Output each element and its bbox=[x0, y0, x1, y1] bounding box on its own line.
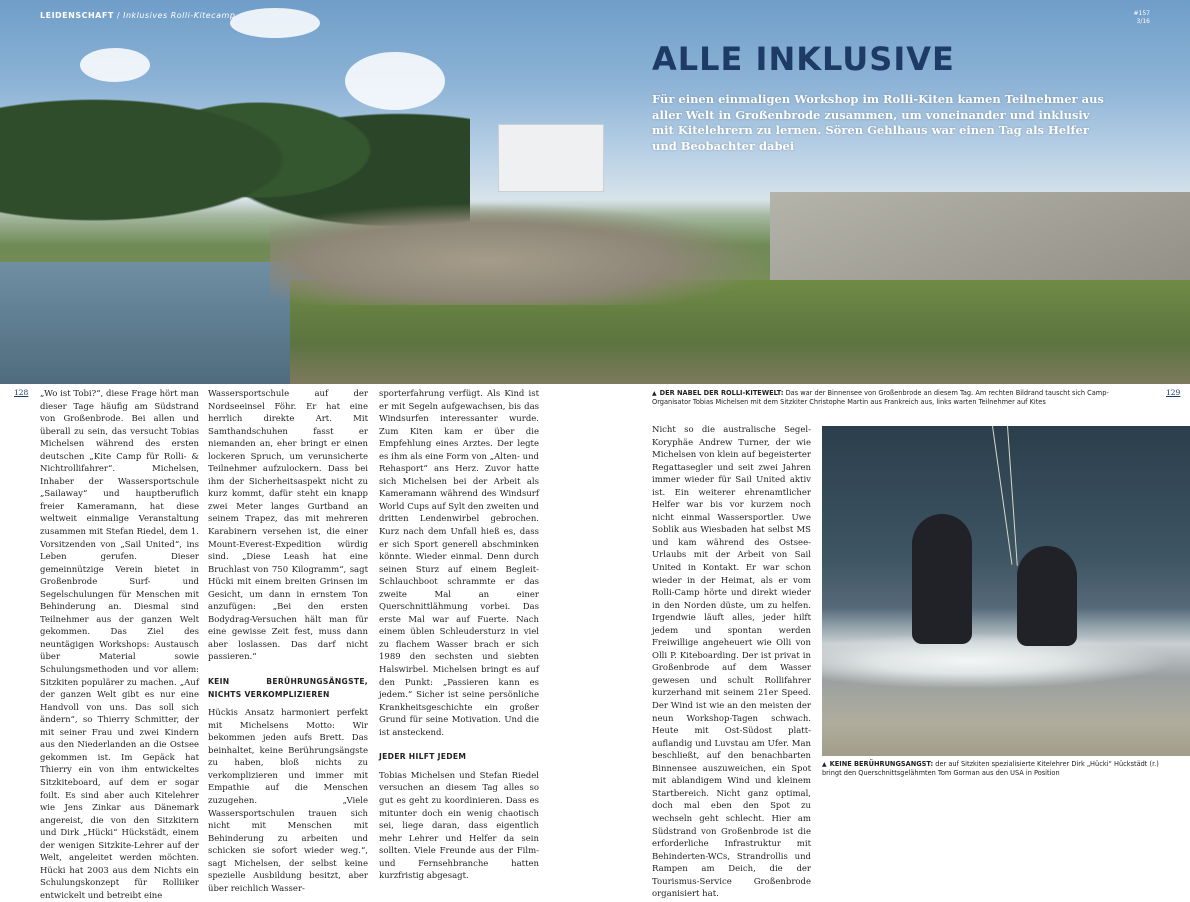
article-deck: Für einen einmaligen Workshop im Rolli-Kiten kamen Teilnehmer aus aller Welt in Großenbrode zusammen, um voneinander und inklusiv mit Kitelehrern zu lernen. Sören Gehlhaus war einen Tag als Helfer und Beobachter dabei bbox=[652, 92, 1104, 153]
issue-number: #157 bbox=[1133, 10, 1150, 17]
column-2-paragraph-1: Wassersportschule auf der Nordseeinsel Föhr. Er hat eine herrlich direkte Art. Mit Samthandschuhen fasst er niemanden an, eher bringt er einen lockeren Spruch, um verunsicherte Teilnehmer aufzulockern. Dass bei ihm der Sicherheitsaspekt nicht zu kurz kommt, dafür steht ein knapp zwei Meter langes Gurtband an seinem Trapez, das mit mehreren Karabinern versehen ist, die einer Mount-Everest-Expedition würdig sind. „Diese Leash hat eine Bruchlast von 750 Kilogramm“, sagt Hücki mit einem breiten Grinsen im Gesicht, um dann in ernstem Ton anzufügen: „Bei den ersten Bodydrag-Versuchen hält man für eine gewisse Zeit fest, muss dann aber loslassen. Das darf nicht passieren.“ bbox=[208, 389, 368, 663]
rocks-shape bbox=[270, 195, 810, 305]
wave-foam-shape bbox=[822, 631, 1190, 691]
issue-date: 3/16 bbox=[1136, 18, 1150, 25]
hero-caption-label: DER NABEL DER ROLLI-KITEWELT: bbox=[659, 389, 784, 397]
column-2 bbox=[208, 388, 368, 895]
kite-lesson-photo bbox=[822, 426, 1190, 756]
column-3-paragraph-2: Tobias Michelsen und Stefan Riedel versuchen an diesem Tag alles so gut es geht zu koordinieren. Dass es mitunter doch ein wenig chaotisch sei, liege daran, dass eigentlich mehr Lehrer und Helfer da sein sollten. Viele Freunde aus der Film- und Fernsehbranche hatten kurzfristig abgesagt. bbox=[379, 770, 539, 882]
section-kicker bbox=[40, 11, 235, 20]
building-shape bbox=[498, 124, 604, 192]
hero-photo bbox=[0, 0, 1190, 384]
issue-info bbox=[1134, 10, 1150, 26]
triangle-up-icon: ▲ bbox=[822, 761, 827, 768]
page-number-left: 128 bbox=[14, 388, 29, 397]
column-4-paragraph: Nicht so die australische Segel-Koryphäe Andrew Turner, der wie Michelsen von klein auf begeisterter Regattasegler und seit zwei Jahren immer wieder für Sail United aktiv ist. Ein weiterer ehrenamtlicher Helfer war bis vor kurzem noch nicht einmal Wassersportler. Uwe Soblik aus Wiesbaden hat selbst MS und kam während des Ostsee-Urlaubs mit der Arbeit von Sail United in Kontakt. Er war schon wieder in der Heimat, als er vom Rolli-Camp hörte und direkt wieder in den Norden düste, um zu helfen. Irgendwie läuft alles, jeder hilft jedem und spontan werden Freiwillige angeheuert wie Olli von Olli P. Kiteboarding. Der ist privat in Großenbrode auf dem Wasser gewesen und schult Rollifahrer kurzerhand mit seinem 21er Speed. Der Wind ist wie an den meisten der neun Workshop-Tagen schwach. Heute mit Ost-Südost platt-auflandig und Luvstau am Ufer. Man beschließt, auf den benachbarten Binnensee auszuweichen, ein Spot mit ablandigem Wind und kleinem Startbereich. Nicht ganz optimal, doch mal eben den Spot zu wechseln geht schlecht. Hier am Südstrand von Großenbrode ist die erforderliche Infrastruktur mit Behinderten-WCs, Strandrollis und Rampen am Deich, die der Tourismus-Service Großenbrode organisiert hat. bbox=[652, 425, 811, 900]
column-3 bbox=[379, 388, 539, 883]
instructor-figure bbox=[912, 514, 972, 644]
sit-kiter-figure bbox=[1017, 546, 1077, 646]
section-name: LEIDENSCHAFT bbox=[40, 11, 114, 20]
subsection-name: Inklusives Rolli-Kitecamp bbox=[123, 11, 236, 20]
photo2-caption-label: KEINE BERÜHRUNGSANGST: bbox=[829, 760, 934, 768]
column-1 bbox=[40, 388, 199, 902]
column-4 bbox=[652, 424, 811, 901]
column-1-paragraph: „Wo ist Tobi?“, diese Frage hört man dieser Tage häufig am Südstrand von Großenbrode. Bei allen und überall zu sein, das versucht Tobias Michelsen während des ersten deutschen „Kite Camp für Rolli- & Nichtrollifahrer“. Michelsen, Inhaber der Wassersportschule „Sailaway“ und hauptberuflich freier Kameramann, hat diese weltweit einmalige Veranstaltung zusammen mit Stefan Riedel, dem 1. Vorsitzenden von „Sail United“, ins Leben gerufen. Dieser gemeinnützige Verein bietet in Großenbrode Surf- und Segelschulungen für Menschen mit Behinderung an. Diesmal sind Teilnehmer aus der ganzen Welt gekommen. Das Ziel des neuntägigen Workshops: Austausch über Material sowie Schulungsmethoden und vor allem: Sitzkiten populärer zu machen. „Auf der ganzen Welt gibt es nur eine Handvoll von uns. Das soll sich ändern“, so Thierry Schmitter, der mit seiner Frau und zwei Kindern aus den Niederlanden an die Ostsee gekommen ist. Im Gepäck hat Thierry ein von ihm entwickeltes Sitzkiteboard, auf dem er sogar foilt. Es sind aber auch Kitelehrer wie Jens Zinkar aus Dänemark angereist, die von den Sitzkitern und Dirk „Hücki“ Hückstädt, einem der wenigen Sitzkite-Lehrer auf der Welt, angeleitet werden möchten. Hücki hat 2003 aus dem Nichts ein Schulungskonzept für Rolliiker entwickelt und betreibt eine bbox=[40, 389, 199, 901]
photo2-caption-text: der auf Sitzkiten spezialisierte Kitelehrer Dirk „Hücki“ Hückstädt (r.) bringt den Querschnittsgelähmten Tom Gorman aus den USA in Position bbox=[822, 760, 1159, 777]
column-3-paragraph-1: sporterfahrung verfügt. Als Kind ist er mit Segeln aufgewachsen, bis das Windsurfen interessanter wurde. Zum Kiten kam er über die Empfehlung eines Arztes. Der legte es ihm als eine Form von „Alten- und Rehasport“ ans Herz. Zuvor hatte sich Michelsen bei der Arbeit als Kameramann während des Windsurf World Cups auf Sylt den zweiten und dritten Lendenwirbel gebrochen. Kurz nach dem Unfall hieß es, dass er sich Sport generell abschminken könnte. Wieder einmal. Denn durch seinen Sturz auf einem Begleit-Schlauchboot schrammte er das zweite Mal an einer Querschnittlähmung vorbei. Das erste Mal war auf Fuerte. Nach einem üblen Schleudersturz in viel zu flachem Wasser brach er sich 1989 den sechsten und siebten Halswirbel. Michelsen bringt es auf den Punkt: „Passieren kann es jedem.“ Sicher ist seine persönliche Krankheitsgeschichte ein großer Grund für seine Motivation. Und die ist ansteckend. bbox=[379, 389, 539, 738]
section-separator: / bbox=[116, 11, 121, 20]
article-title: ALLE INKLUSIVE bbox=[652, 40, 955, 78]
column-2-paragraph-2: Hückis Ansatz harmoniert perfekt mit Michelsens Motto: Wir bekommen jeden aufs Brett. Das beinhaltet, keine Berührungsängste zu haben, bloß nichts zu verkomplizieren und immer mit Empathie auf die Menschen zuzugehen. „Viele Wassersportschulen trauen sich nicht mit Menschen mit Behinderung zu arbeiten und schicken sie sofort wieder weg.“, sagt Michelsen, der selbst keine spezielle Ausbildung besitzt, aber über reichlich Wasser- bbox=[208, 708, 368, 894]
cloud-shape bbox=[230, 8, 320, 38]
hero-caption-text: Das war der Binnensee von Großenbrode an diesem Tag. Am rechten Bildrand tauscht sich Camp-Organisator Tobias Michelsen mit dem Sitzkiter Christophe Martin aus Frankreich aus, links warten Teilnehmer auf Kites bbox=[652, 389, 1109, 406]
column-2-subheading: KEIN BERÜHRUNGSÄNGSTE, NICHTS VERKOMPLIZIEREN bbox=[208, 677, 368, 699]
triangle-up-icon: ▲ bbox=[652, 390, 657, 397]
column-3-subheading: JEDER HILFT JEDEM bbox=[379, 752, 467, 762]
photo2-caption bbox=[822, 760, 1162, 778]
page-number-right: 129 bbox=[1166, 388, 1181, 397]
hero-caption bbox=[652, 389, 1122, 407]
